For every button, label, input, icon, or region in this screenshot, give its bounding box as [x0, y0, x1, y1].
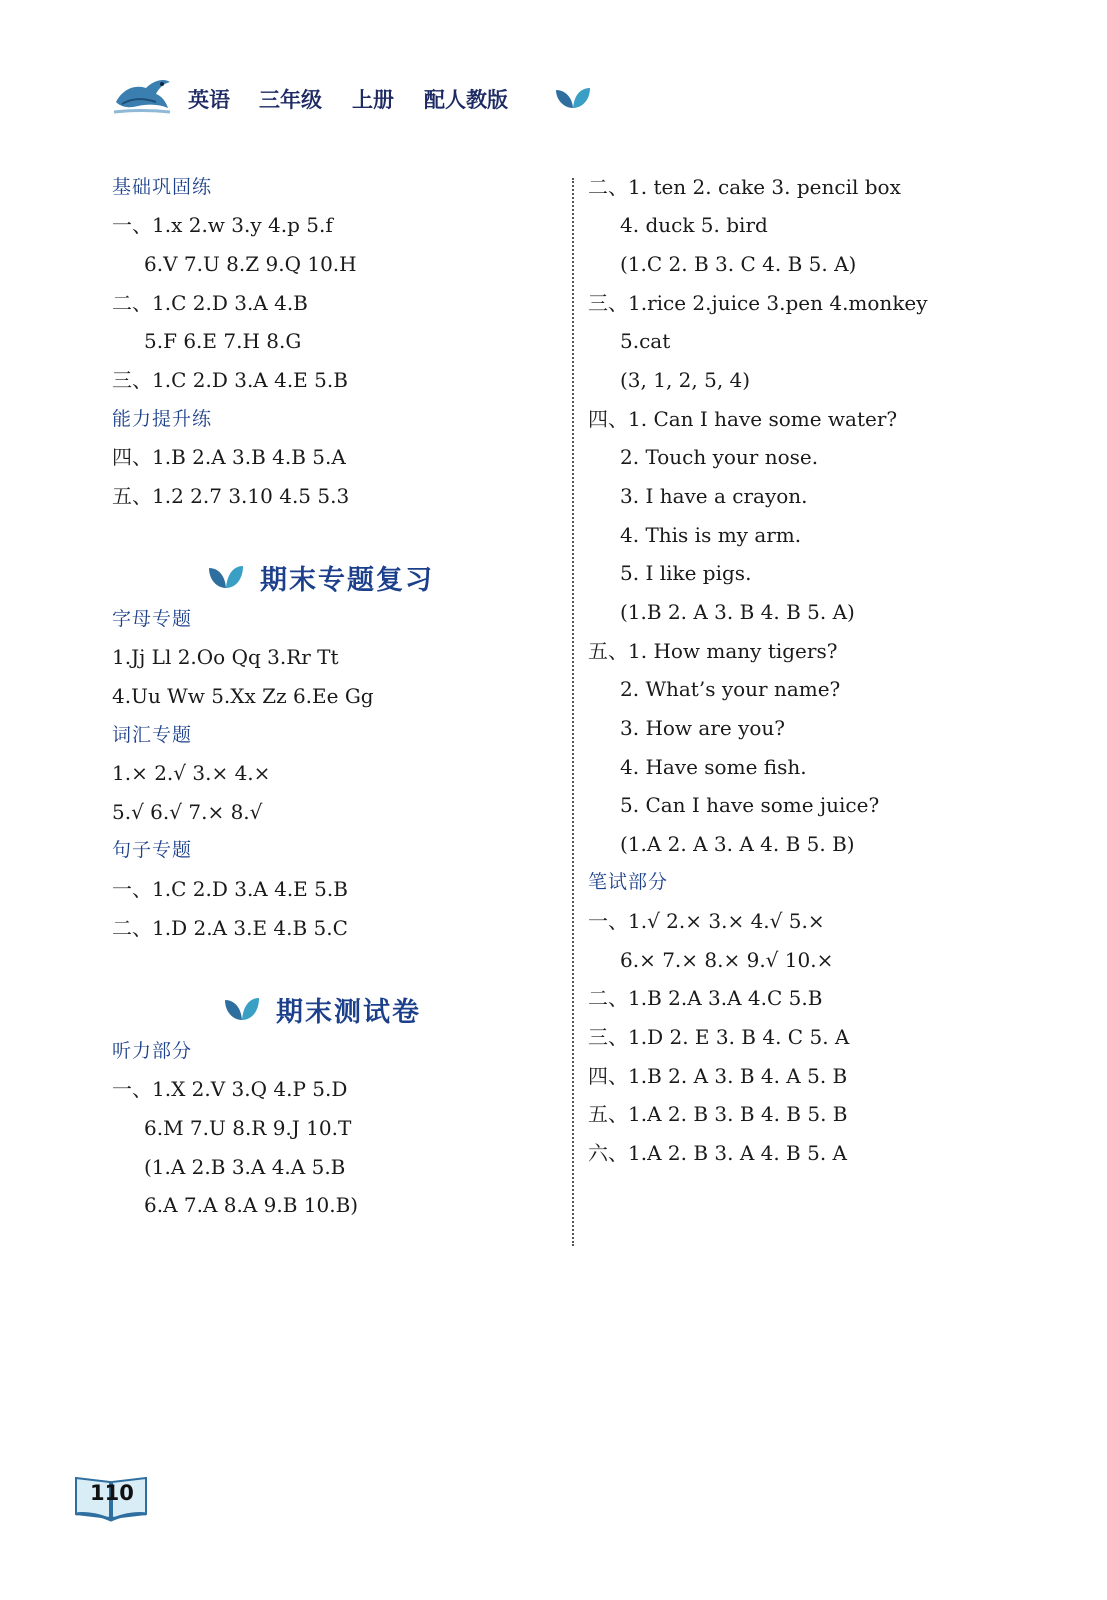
- header-volume: 上册: [352, 88, 394, 112]
- section-heading: 句子专题: [112, 839, 193, 861]
- answer-line: 五、1.A 2. B 3. B 4. B 5. B: [588, 1102, 848, 1126]
- answer-line: 一、1.√ 2.× 3.× 4.√ 5.×: [588, 909, 825, 933]
- answer-line: (1.C 2. B 3. C 4. B 5. A): [620, 252, 857, 276]
- answer-line: 一、1.x 2.w 3.y 4.p 5.f: [112, 213, 333, 237]
- answer-line: (1.A 2.B 3.A 4.A 5.B: [144, 1155, 346, 1179]
- answer-line: 六、1.A 2. B 3. A 4. B 5. A: [588, 1141, 847, 1165]
- answer-line: 3. I have a crayon.: [620, 484, 808, 508]
- section-heading: 笔试部分: [588, 871, 669, 893]
- chapter-title: 期末测试卷: [276, 997, 421, 1028]
- answer-line: 5.F 6.E 7.H 8.G: [144, 329, 302, 353]
- answer-line: 四、1. Can I have some water?: [588, 407, 898, 431]
- leaf-decoration-icon: [554, 84, 592, 110]
- answer-line: 五、1.2 2.7 3.10 4.5 5.3: [112, 484, 350, 508]
- bird-logo-icon: [112, 72, 172, 116]
- answer-line: 五、1. How many tigers?: [588, 639, 838, 663]
- section-heading: 字母专题: [112, 608, 193, 630]
- answer-line: 一、1.X 2.V 3.Q 4.P 5.D: [112, 1077, 348, 1101]
- answer-line: 6.× 7.× 8.× 9.√ 10.×: [620, 948, 834, 972]
- leaf-icon: [222, 992, 262, 1022]
- header-subject: 英语: [188, 88, 230, 112]
- answer-line: 2. What’s your name?: [620, 677, 841, 701]
- header-edition: 配人教版: [424, 88, 508, 112]
- leaf-icon: [206, 560, 246, 590]
- answer-line: 四、1.B 2. A 3. B 4. A 5. B: [588, 1064, 848, 1088]
- answer-line: 二、1.C 2.D 3.A 4.B: [112, 291, 308, 315]
- answer-line: 一、1.C 2.D 3.A 4.E 5.B: [112, 877, 348, 901]
- page-number: 110: [90, 1481, 134, 1505]
- answer-line: 1.Jj Ll 2.Oo Qq 3.Rr Tt: [112, 645, 339, 669]
- answer-line: (1.B 2. A 3. B 4. B 5. A): [620, 600, 855, 624]
- section-heading: 基础巩固练: [112, 176, 213, 198]
- answer-line: 三、1.C 2.D 3.A 4.E 5.B: [112, 368, 348, 392]
- answer-line: 4. This is my arm.: [620, 523, 802, 547]
- header-grade: 三年级: [259, 88, 322, 112]
- answer-line: 6.A 7.A 8.A 9.B 10.B): [144, 1193, 359, 1217]
- answer-line: 1.× 2.√ 3.× 4.×: [112, 761, 271, 785]
- column-divider: [572, 178, 574, 1246]
- answer-line: 3. How are you?: [620, 716, 786, 740]
- answer-line: 三、1.rice 2.juice 3.pen 4.monkey: [588, 291, 928, 315]
- answer-line: 二、1. ten 2. cake 3. pencil box: [588, 175, 901, 199]
- answer-line: (1.A 2. A 3. A 4. B 5. B): [620, 832, 855, 856]
- answer-line: 二、1.D 2.A 3.E 4.B 5.C: [112, 916, 348, 940]
- answer-line: 4.Uu Ww 5.Xx Zz 6.Ee Gg: [112, 684, 374, 708]
- answer-line: 四、1.B 2.A 3.B 4.B 5.A: [112, 445, 346, 469]
- answer-line: 5.√ 6.√ 7.× 8.√: [112, 800, 263, 824]
- section-heading: 听力部分: [112, 1040, 193, 1062]
- answer-line: 二、1.B 2.A 3.A 4.C 5.B: [588, 986, 823, 1010]
- answer-line: 三、1.D 2. E 3. B 4. C 5. A: [588, 1025, 850, 1049]
- answer-line: 5. I like pigs.: [620, 561, 752, 585]
- answer-line: (3, 1, 2, 5, 4): [620, 368, 751, 392]
- chapter-title: 期末专题复习: [260, 565, 434, 596]
- answer-line: 5. Can I have some juice?: [620, 793, 880, 817]
- answer-line: 4. Have some fish.: [620, 755, 807, 779]
- answer-line: 2. Touch your nose.: [620, 445, 819, 469]
- answer-line: 6.M 7.U 8.R 9.J 10.T: [144, 1116, 352, 1140]
- answer-line: 4. duck 5. bird: [620, 213, 768, 237]
- section-heading: 词汇专题: [112, 724, 193, 746]
- section-heading: 能力提升练: [112, 408, 213, 430]
- answer-line: 6.V 7.U 8.Z 9.Q 10.H: [144, 252, 357, 276]
- answer-line: 5.cat: [620, 329, 671, 353]
